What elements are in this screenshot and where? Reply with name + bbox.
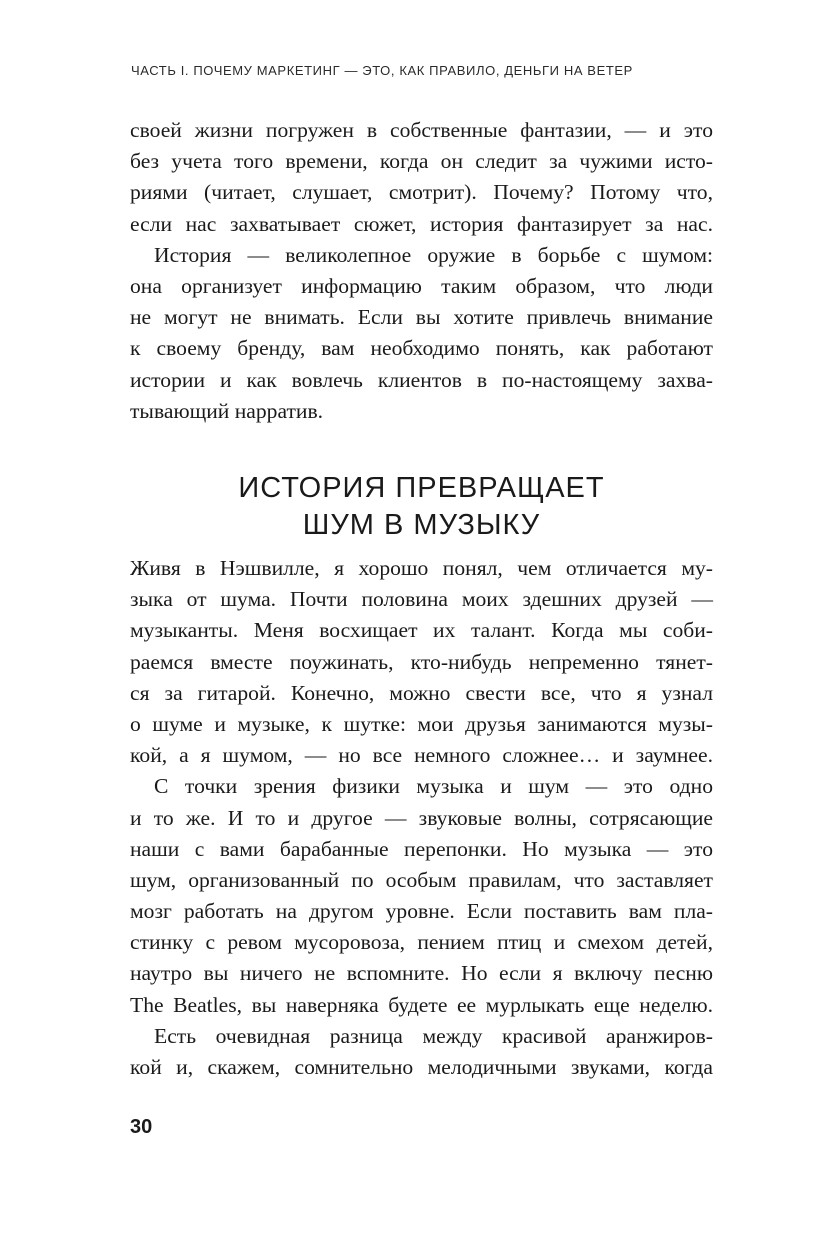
text-line: мозг работать на другом уровне. Если поставить вам пла-	[130, 899, 713, 924]
text-line: если нас захватывает сюжет, история фантазирует за нас.	[130, 211, 713, 236]
text-line: своей жизни погружен в собственные фантазии, — и это	[130, 118, 713, 142]
text-line: The Beatles, вы наверняка будете ее мурлыкать еще неделю.	[130, 992, 713, 1017]
text-line: риями (читает, слушает, смотрит). Почему? Потому что,	[130, 180, 713, 205]
text-line: С точки зрения физики музыка и шум — это одно	[154, 774, 713, 799]
text-line: наши с вами барабанные перепонки. Но музыка — это	[130, 836, 713, 861]
text-line: не могут не внимать. Если вы хотите привлечь внимание	[130, 305, 713, 330]
text-line: тывающий нарратив.	[130, 398, 324, 423]
text-line: истории и как вовлечь клиентов в по-настоящему захва-	[130, 367, 713, 392]
paragraph	[130, 115, 713, 240]
text-line: раемся вместе поужинать, кто-нибудь непременно тянет-	[130, 649, 713, 674]
paragraph	[130, 553, 713, 771]
text-line: кой и, скажем, сомнительно мелодичными звуками, когда	[130, 1055, 713, 1079]
text-line: без учета того времени, когда он следит за чужими исто-	[130, 149, 713, 174]
text-line: стинку с ревом мусоровоза, пением птиц и смехом детей,	[130, 930, 713, 955]
text-line: История — великолепное оружие в борьбе с шумом:	[154, 242, 713, 267]
paragraph	[130, 1021, 713, 1083]
text-line: Живя в Нэшвилле, я хорошо понял, чем отличается му-	[130, 556, 713, 580]
paragraph	[130, 240, 713, 427]
page-number: 30	[130, 1116, 153, 1138]
section-heading	[130, 470, 713, 544]
text-line: и то же. И то и другое — звуковые волны, сотрясающие	[130, 805, 713, 830]
section-heading-line: ШУМ В МУЗЫКУ	[302, 509, 541, 541]
text-line: она организует информацию таким образом, что люди	[130, 273, 713, 298]
text-line: о шуме и музыке, к шутке: мои друзья занимаются музы-	[130, 711, 713, 736]
paragraph	[130, 771, 713, 1021]
text-line: наутро вы ничего не вспомните. Но если я включу песню	[130, 961, 713, 986]
section-text	[130, 553, 713, 1083]
text-line: музыканты. Меня восхищает их талант. Когда мы соби-	[130, 618, 713, 643]
text-line: шум, организованный по особым правилам, что заставляет	[130, 867, 713, 892]
intro-text	[130, 115, 713, 427]
text-line: Есть очевидная разница между красивой аранжиров-	[154, 1023, 713, 1048]
text-line: ся за гитарой. Конечно, можно свести все, что я узнал	[130, 680, 713, 705]
running-head: ЧАСТЬ I. ПОЧЕМУ МАРКЕТИНГ — ЭТО, КАК ПРАВИЛО, ДЕНЬГИ НА ВЕТЕР	[131, 63, 633, 78]
section-heading-line: ИСТОРИЯ ПРЕВРАЩАЕТ	[238, 472, 605, 504]
text-line: к своему бренду, вам необходимо понять, как работают	[130, 336, 713, 361]
text-line: зыка от шума. Почти половина моих здешних друзей —	[130, 587, 713, 612]
text-line: кой, а я шумом, — но все немного сложнее… и заумнее.	[130, 743, 713, 768]
